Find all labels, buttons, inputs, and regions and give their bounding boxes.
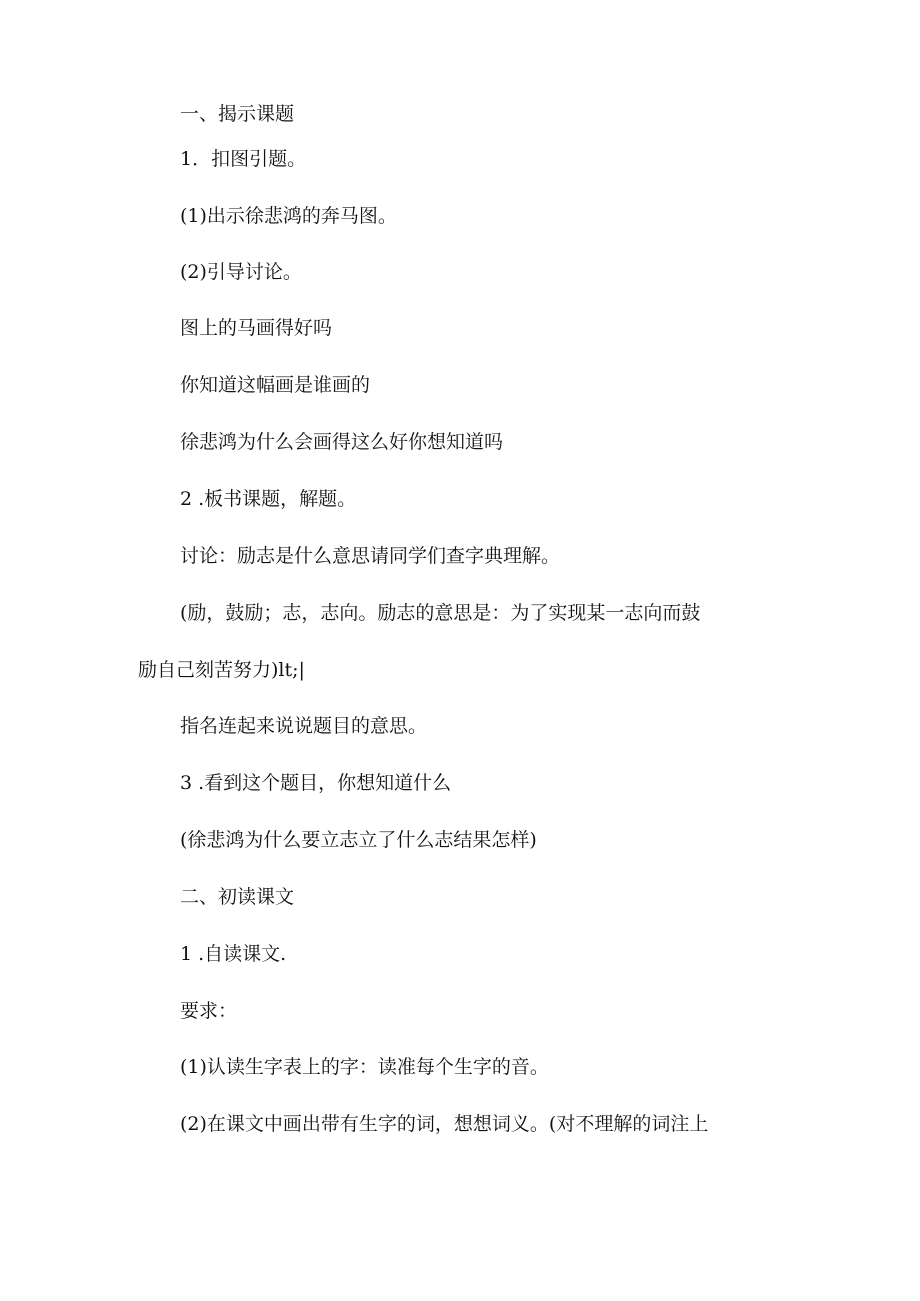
paragraph-line: (徐悲鸿为什么要立志立了什么志结果怎样) xyxy=(180,829,537,851)
paragraph-line: (励，鼓励；志，志向。励志的意思是：为了实现某一志向而鼓 xyxy=(180,602,701,624)
paragraph-line: 徐悲鸿为什么会画得这么好你想知道吗 xyxy=(180,431,504,453)
paragraph-line: 你知道这幅画是谁画的 xyxy=(180,374,371,396)
paragraph-line: 要求： xyxy=(180,1000,238,1022)
paragraph-line: (2)在课文中画出带有生字的词，想想词义。(对不理解的词注上 xyxy=(180,1113,709,1135)
paragraph-line-continued: 励自己刻苦努力)lt;| xyxy=(138,659,305,681)
paragraph-line: (1)出示徐悲鸿的奔马图。 xyxy=(180,205,397,227)
paragraph-line: 3 .看到这个题目，你想知道什么 xyxy=(180,772,452,794)
paragraph-line: (1)认读生字表上的字：读准每个生字的音。 xyxy=(180,1056,549,1078)
paragraph-line: 1．扣图引题。 xyxy=(180,148,307,170)
paragraph-line: 图上的马画得好吗 xyxy=(180,317,333,339)
paragraph-line: 2 .板书课题，解题。 xyxy=(180,488,357,510)
paragraph-line: (2)引导讨论。 xyxy=(180,261,302,283)
paragraph-line: 讨论：励志是什么意思请同学们查字典理解。 xyxy=(180,545,561,567)
section-heading-2: 二、初读课文 xyxy=(180,886,295,908)
paragraph-line: 指名连起来说说题目的意思。 xyxy=(180,715,428,737)
paragraph-line: 1 .自读课文. xyxy=(180,943,287,965)
section-heading-1: 一、揭示课题 xyxy=(180,103,295,125)
